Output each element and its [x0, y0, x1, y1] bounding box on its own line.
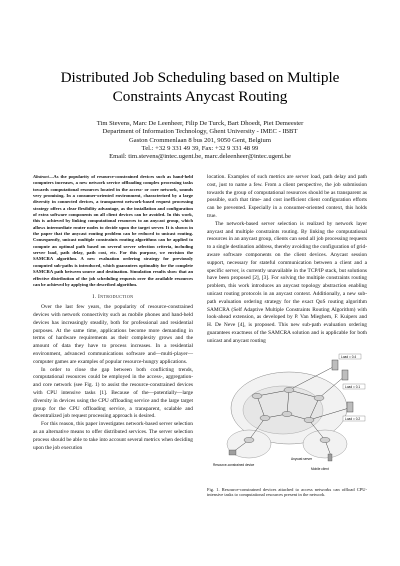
- router-icon: [282, 411, 292, 416]
- body-paragraph: The network-based server selection is realized by network layer anycast and multiple constraints routing. By linking the computational resources in an anycast group, clients can send all job processing requests to a single destination address, thereby avoiding the configuration of grid-aware software components on the client devices. Anycast session support, necessary for stateful communication between a client and a specific server, is currently unavailable in the TCP/IP stack, but solutions have been proposed [2], [3]. For solving the multiple constraints routing problem, this work introduces an anycast topology abstraction enabling unicast routing protocols in an anycast context. Additionally, a new sub-path evaluation ordering strategy for the exact QoS routing algorithm SAMCRA (Self Adaptive Multiple Constraints Routing Algorithm) with look-ahead extension, as developed by P. Van Mieghem, F. Kuipers and H. De Neve [4], is proposed. This new sub-path evaluation ordering guarantees exactness of the SAMCRA solution and is applicable for both unicast and anycast routing: [207, 220, 367, 344]
- router-icon: [284, 387, 294, 392]
- abstract-label: Abstract: [33, 174, 49, 179]
- intro-paragraph: In order to close the gap between both conflicting trends, computational resources could be employed in the access-, aggregation- and core network (see Fig. 1) to assist the resource-constrained devices with CPU intensive tasks [1]. Because of the—potentially—large diversity in devices using the CPU offloading service and the large target group for the CPU offloading service, a transparent, scalable and decentralized job request processing approach is desired.: [33, 366, 193, 420]
- aggregation-network-cloud: [243, 386, 323, 434]
- figure-network-diagram: [207, 352, 367, 524]
- router-icon: [304, 417, 314, 422]
- router-icon: [260, 415, 270, 420]
- load-label: Load = 0.1: [345, 384, 361, 389]
- load-label: Load = 0.4: [341, 354, 357, 359]
- author-address: Gaston Crommenlaan 8 bus 201, 9050 Gent, Belgium: [129, 136, 271, 144]
- laptop-icon: [229, 450, 236, 455]
- router-icon: [314, 395, 324, 400]
- intro-paragraph: For this reason, this paper investigates network-based server selection as an alternative means to offer distributed services. The server selection process should be able to take into account several metrics when deciding upon the job execution: [33, 421, 193, 451]
- router-icon: [320, 437, 330, 442]
- mobile-phone-icon: [328, 454, 332, 461]
- left-column: [33, 174, 193, 452]
- router-icon: [252, 393, 262, 398]
- author-block: [40, 120, 360, 161]
- client-label: Mobile client: [311, 466, 329, 471]
- figure-caption: Fig. 1. Resource-constrained devices attached to access networks can offload CPU-intensive tasks to computational resources present in the network.: [207, 486, 367, 498]
- client-label: Resource-constrained device: [213, 462, 255, 467]
- router-icon: [244, 437, 254, 442]
- server-icon: [342, 370, 348, 380]
- abstract: [33, 174, 193, 288]
- author-phone: Tel.: +32 9 331 49 39, Fax: +32 9 331 48 99: [141, 144, 259, 152]
- author-names: Tim Stevens, Marc De Leenheer, Filip De Turck, Bart Dhoedt, Piet Demeester: [96, 120, 304, 127]
- server-label: Anycast server: [291, 456, 313, 461]
- author-email: Email: tim.stevens@intec.ugent.be, marc.deleenheer@intec.ugent.be: [109, 153, 291, 161]
- access-network-cloud: [303, 430, 347, 458]
- body-paragraph: location. Examples of such metrics are server load, path delay and path cost, just to name a few. From a client perspective, the job submission towards the group of computational resources should be as transparent as possible, such that time- and cost inefficient client configuration efforts can be prevented. Especially in a consumer-oriented context, this holds true.: [207, 174, 367, 219]
- load-label: Load = 0.2: [345, 416, 361, 421]
- section-heading-introduction: I. Introduction: [92, 294, 134, 301]
- author-affiliation: Department of Information Technology, Ghent University - IMEC - IBBT: [102, 128, 298, 136]
- network-diagram: [207, 352, 367, 480]
- right-column: [207, 174, 367, 524]
- abstract-text: —As the popularity of resource-constrained devices such as hand-held computers increases, a new network service offloading complex processing tasks towards computational resources located in the access- or core network, sounds very promising. In a consumer-oriented environment, characterized by a large diversity in connected devices, a transparent network-based request processing strategy offers a clear flexibility advantage, as the installation and configuration of extra software components on all client devices can be avoided. In this work, this is achieved by linking computational resources to an anycast group, which allows intermediate router nodes to decide upon the target server. It is shown in the paper that the anycast routing problem can be reduced to unicast routing. Consequently, unicast multiple constraints routing algorithms can be applied to compute an optimal path based on several server selection criteria, including server load, path delay, path cost, etc. For this purpose, we envision the SAMCRA algorithm. A new evaluation ordering strategy for previously computed sub-paths is introduced, which guarantees optimality for the complete SAMCRA path between source and destination. Simulation results show that an effective distribution of the job scheduling requests over the available resources can be achieved by applying the described algorithm.: [33, 174, 193, 287]
- intro-paragraph: Over the last few years, the popularity of resource-constrained devices with network connectivity such as mobile phones and hand-held devices has increasingly steadily, both for professional and residential purposes. At the same time, applications become more demanding in terms of hardware requirements as their complexity grows and the amount of data they have to process increases. In a residential environment, advanced communications software and—multi-player—computer games are examples of popular resource-hungry applications.: [33, 304, 193, 365]
- server-icon: [332, 360, 338, 370]
- server-icon: [347, 402, 353, 412]
- paper-title: Distributed Job Scheduling based on Multiple Constraints Anycast Routing: [60, 69, 340, 105]
